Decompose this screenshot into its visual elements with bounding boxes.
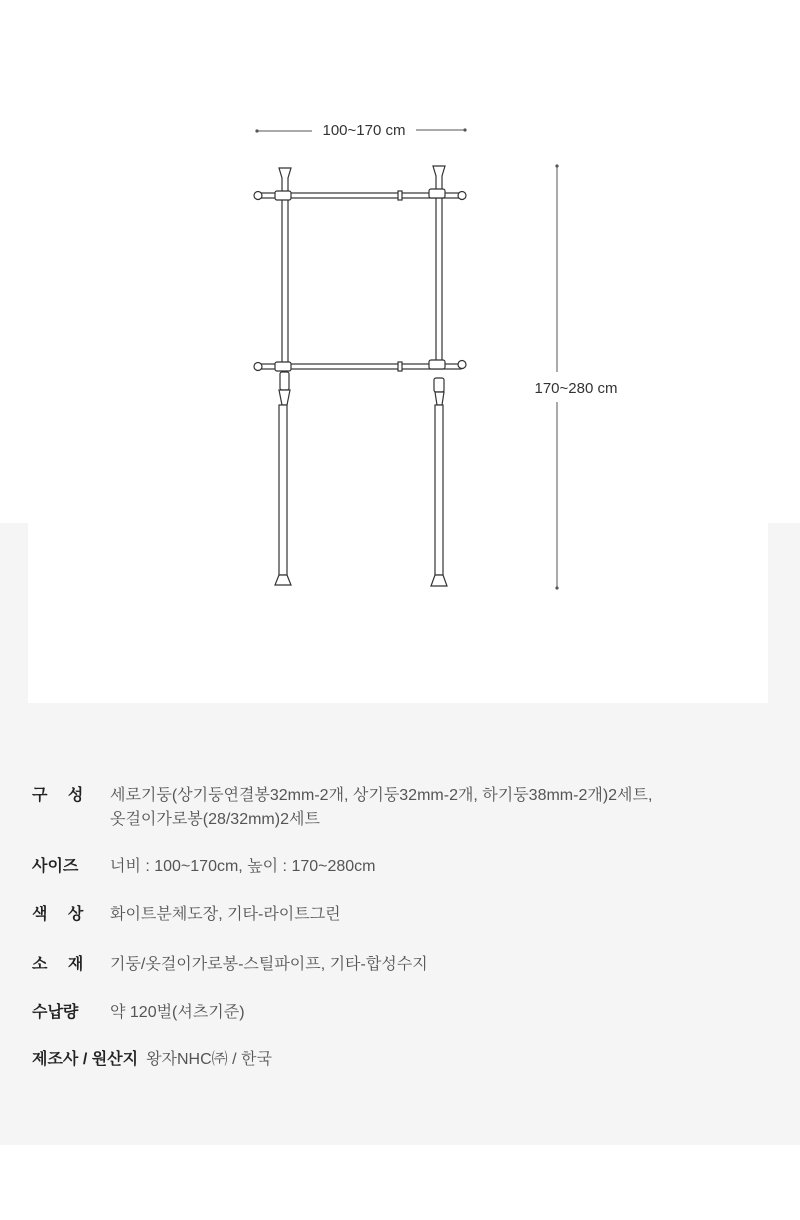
spec-label-manufacturer: 제조사 / 원산지 (32, 1051, 139, 1068)
spec-row-manufacturer (32, 1048, 272, 1072)
spec-value-composition: 세로기둥(상기둥연결봉32mm-2개, 상기둥32mm-2개, 하기둥38mm-2개)2세트, 옷걸이가로봉(28/32mm)2세트 (110, 787, 653, 828)
spec-row-capacity (32, 1001, 245, 1025)
spec-value-manufacturer: 왕자NHC㈜ / 한국 (146, 1051, 272, 1068)
right-pole (431, 166, 447, 586)
spec-value-color: 화이트분체도장, 기타-라이트그린 (110, 906, 341, 923)
upper-hanger-bar (254, 189, 466, 200)
spec-label-material: 소 재 (32, 956, 84, 973)
spec-row-size (32, 855, 376, 879)
spec-value-size: 너비 : 100~170cm, 높이 : 170~280cm (110, 858, 376, 875)
height-dimension (535, 164, 618, 589)
left-pole (275, 168, 291, 585)
spec-label-size: 사이즈 (32, 858, 79, 875)
width-dimension (255, 122, 466, 139)
spec-value-material: 기둥/옷걸이가로봉-스틸파이프, 기타-합성수지 (110, 956, 428, 973)
spec-row-material (32, 953, 428, 977)
spec-label-capacity: 수납량 (32, 1004, 79, 1021)
height-label: 170~280 cm (534, 380, 618, 397)
spec-row-composition (32, 784, 652, 832)
spec-label-color: 색 상 (32, 906, 84, 923)
spec-label-composition: 구 성 (32, 787, 84, 804)
spec-value-capacity: 약 120벌(셔츠기준) (110, 1004, 245, 1021)
width-label: 100~170 cm (322, 122, 406, 139)
spec-row-color (32, 903, 341, 927)
lower-hanger-bar (254, 360, 466, 371)
